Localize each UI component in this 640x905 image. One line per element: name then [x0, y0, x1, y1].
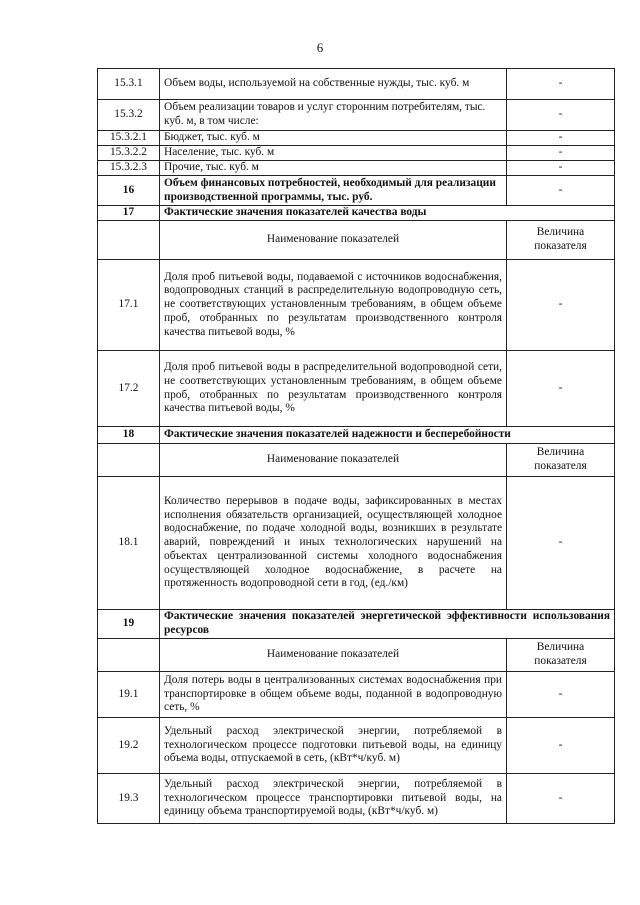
- section-title: Фактические значения показателей качества воды: [160, 206, 615, 221]
- row-value: -: [507, 69, 615, 100]
- section-row: [98, 206, 615, 221]
- header-value: Величина показателя: [507, 221, 615, 260]
- header-blank: [98, 639, 160, 672]
- row-value: -: [507, 672, 615, 718]
- row-text: Доля проб питьевой воды в распределительной водопроводной сети, не соответствующих установленным требованиям, в общем объеме проб, отобранных по результатам производственного контроля качества питьевой воды, %: [160, 351, 507, 427]
- row-text: Объем реализации товаров и услуг сторонним потребителям, тыс. куб. м, в том числе:: [160, 100, 507, 131]
- section-title: Фактические значения показателей энергетической эффективности использования ресурсов: [160, 610, 615, 639]
- row-number: 18.1: [98, 477, 160, 610]
- row-number: 16: [98, 176, 160, 206]
- header-row: [98, 221, 615, 260]
- row-text: Объем финансовых потребностей, необходимый для реализации производственной программы, тыс. руб.: [160, 176, 507, 206]
- header-value: Величина показателя: [507, 444, 615, 477]
- row-number: 15.3.2.3: [98, 161, 160, 176]
- section-number: 18: [98, 427, 160, 444]
- row-value: -: [507, 351, 615, 427]
- header-name: Наименование показателей: [160, 639, 507, 672]
- table-row: [98, 161, 615, 176]
- row-text: Бюджет, тыс. куб. м: [160, 131, 507, 146]
- table-row: [98, 718, 615, 774]
- header-blank: [98, 444, 160, 477]
- table-row: [98, 176, 615, 206]
- row-number: 19.3: [98, 774, 160, 824]
- header-row: [98, 444, 615, 477]
- row-value: -: [507, 774, 615, 824]
- table-row: [98, 477, 615, 610]
- indicators-table: [97, 68, 615, 824]
- header-blank: [98, 221, 160, 260]
- row-value: -: [507, 100, 615, 131]
- section-number: 17: [98, 206, 160, 221]
- row-value: -: [507, 161, 615, 176]
- header-value: Величина показателя: [507, 639, 615, 672]
- row-text: Прочие, тыс. куб. м: [160, 161, 507, 176]
- row-text: Удельный расход электрической энергии, потребляемой в технологическом процессе подготовки питьевой воды, на единицу объема воды, отпускаемой в сеть, (кВт*ч/куб. м): [160, 718, 507, 774]
- row-number: 15.3.2: [98, 100, 160, 131]
- row-text: Объем воды, используемой на собственные нужды, тыс. куб. м: [160, 69, 507, 100]
- table-row: [98, 131, 615, 146]
- table-row: [98, 672, 615, 718]
- header-row: [98, 639, 615, 672]
- section-row: [98, 427, 615, 444]
- section-number: 19: [98, 610, 160, 639]
- table-row: [98, 260, 615, 351]
- row-value: -: [507, 718, 615, 774]
- table-row: [98, 351, 615, 427]
- row-text: Население, тыс. куб. м: [160, 146, 507, 161]
- row-text: Удельный расход электрической энергии, потребляемой в технологическом процессе транспортировки питьевой воды, на единицу объема транспортируемой воды, (кВт*ч/куб. м): [160, 774, 507, 824]
- header-name: Наименование показателей: [160, 444, 507, 477]
- section-row: [98, 610, 615, 639]
- row-number: 15.3.2.1: [98, 131, 160, 146]
- header-name: Наименование показателей: [160, 221, 507, 260]
- table-row: [98, 146, 615, 161]
- table-row: [98, 69, 615, 100]
- row-value: -: [507, 176, 615, 206]
- row-text: Доля потерь воды в централизованных системах водоснабжения при транспортировке в общем объеме воды, поданной в водопроводную сеть, %: [160, 672, 507, 718]
- section-title: Фактические значения показателей надежности и бесперебойности: [160, 427, 615, 444]
- row-text: Доля проб питьевой воды, подаваемой с источников водоснабжения, водопроводных станций в распределительную водопроводную сеть, не соответствующих установленным требованиям, в общем объеме проб, отобранных по результатам производственного контроля качества питьевой воды, %: [160, 260, 507, 351]
- row-value: -: [507, 131, 615, 146]
- table-row: [98, 100, 615, 131]
- table-row: [98, 774, 615, 824]
- row-number: 15.3.2.2: [98, 146, 160, 161]
- row-value: -: [507, 146, 615, 161]
- row-value: -: [507, 260, 615, 351]
- row-number: 19.2: [98, 718, 160, 774]
- row-value: -: [507, 477, 615, 610]
- row-number: 17.2: [98, 351, 160, 427]
- row-number: 17.1: [98, 260, 160, 351]
- row-number: 19.1: [98, 672, 160, 718]
- row-number: 15.3.1: [98, 69, 160, 100]
- row-text: Количество перерывов в подаче воды, зафиксированных в местах исполнения обязательств организацией, осуществляющей холодное водоснабжение, по подаче холодной воды, возникших в результате аварий, повреждений и иных технологических нарушений на объектах централизованной системы холодного водоснабжения осуществляющей холодное водоснабжение, в расчете на протяженность водопроводной сети в год, (ед./км): [160, 477, 507, 610]
- page-number: 6: [316, 40, 324, 55]
